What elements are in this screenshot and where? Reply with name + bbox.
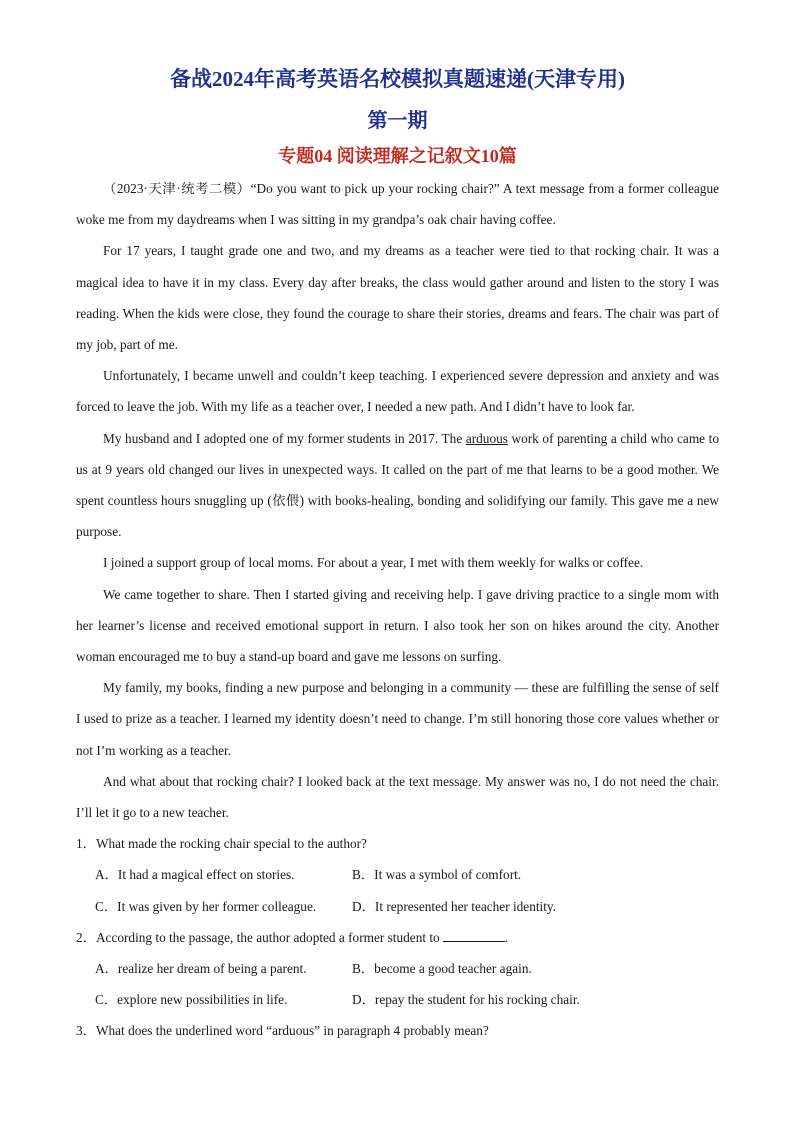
question-2-option-d: D．repay the student for his rocking chair. xyxy=(352,992,580,1008)
question-1-option-d: D．It represented her teacher identity. xyxy=(352,898,557,914)
question-1-options-row-2 xyxy=(76,891,719,922)
passage-paragraph-4: My husband and I adopted one of my former students in 2017. The arduous work of parenting a child who came to us at 9 years old changed our lives in unexpected ways. It called on the part of me that learns to be a good mother. We spent countless hours snuggling up (依偎) with books-healing, bonding and solidifying our family. This gave me a new purpose. xyxy=(76,430,719,540)
question-2-option-b: B．become a good teacher again. xyxy=(352,961,532,977)
question-2-option-a: A．realize her dream of being a parent. xyxy=(95,961,307,977)
passage-paragraph-2: For 17 years, I taught grade one and two, and my dreams as a teacher were tied to that rocking chair. It was a magical idea to have it in my class. Every day after breaks, the class would gather around and listen to the story I was reading. When the kids were close, they found the courage to share their stories, dreams and fears. The chair was part of my job, part of me. xyxy=(76,243,719,353)
question-2-options-row-2 xyxy=(76,984,719,1015)
question-2-options-row-1 xyxy=(76,953,719,984)
question-3-stem: 3．What does the underlined word “arduous” in paragraph 4 probably mean? xyxy=(76,1023,489,1039)
passage-source: （2023·天津·统考二模） xyxy=(103,181,251,196)
document-page xyxy=(76,64,719,1047)
question-1-stem: 1．What made the rocking chair special to the author? xyxy=(76,836,367,852)
question-list xyxy=(76,828,719,1046)
passage-paragraph-8: And what about that rocking chair? I looked back at the text message. My answer was no, I do not need the chair. I’ll let it go to a new teacher. xyxy=(76,773,719,821)
topic-heading: 专题04 阅读理解之记叙文10篇 xyxy=(278,146,517,166)
passage-paragraph-6: We came together to share. Then I started giving and receiving help. I gave driving practice to a single mom with her learner’s license and received emotional support in return. I also took her son on hikes around the city. Another woman encouraged me to buy a stand-up board and gave me lessons on surfing. xyxy=(76,586,719,665)
passage-paragraph-3: Unfortunately, I became unwell and couldn’t keep teaching. I experienced severe depression and anxiety and was forced to leave the job. With my life as a teacher over, I needed a new path. And I didn’t have to look far. xyxy=(76,368,719,415)
answer-blank xyxy=(443,929,505,942)
question-1-option-a: A．It had a magical effect on stories. xyxy=(95,867,295,883)
underlined-word: arduous xyxy=(465,430,508,446)
reading-passage xyxy=(76,173,719,828)
passage-paragraph-7: My family, my books, finding a new purpose and belonging in a community — these are fulfilling the sense of self I used to prize as a teacher. I learned my identity doesn’t need to change. I’m still honoring those core values whether or not I’m working as a teacher. xyxy=(76,680,719,758)
passage-paragraph-1: （2023·天津·统考二模）“Do you want to pick up your rocking chair?” A text message from a former colleague woke me from my daydreams when I was sitting in my grandpa’s oak chair having coffee. xyxy=(76,181,720,228)
issue-label: 第一期 xyxy=(367,110,428,132)
question-1-options-row-1 xyxy=(76,859,719,890)
passage-paragraph-5: I joined a support group of local moms. For about a year, I met with them weekly for walks or coffee. xyxy=(103,555,644,571)
question-2-stem: 2．According to the passage, the author adopted a former student to . xyxy=(76,929,509,945)
question-1-option-c: C．It was given by her former colleague. xyxy=(95,898,317,914)
question-1-option-b: B．It was a symbol of comfort. xyxy=(352,867,522,883)
document-title: 备战2024年高考英语名校模拟真题速递(天津专用) xyxy=(170,67,625,91)
question-2-option-c: C．explore new possibilities in life. xyxy=(95,992,288,1008)
